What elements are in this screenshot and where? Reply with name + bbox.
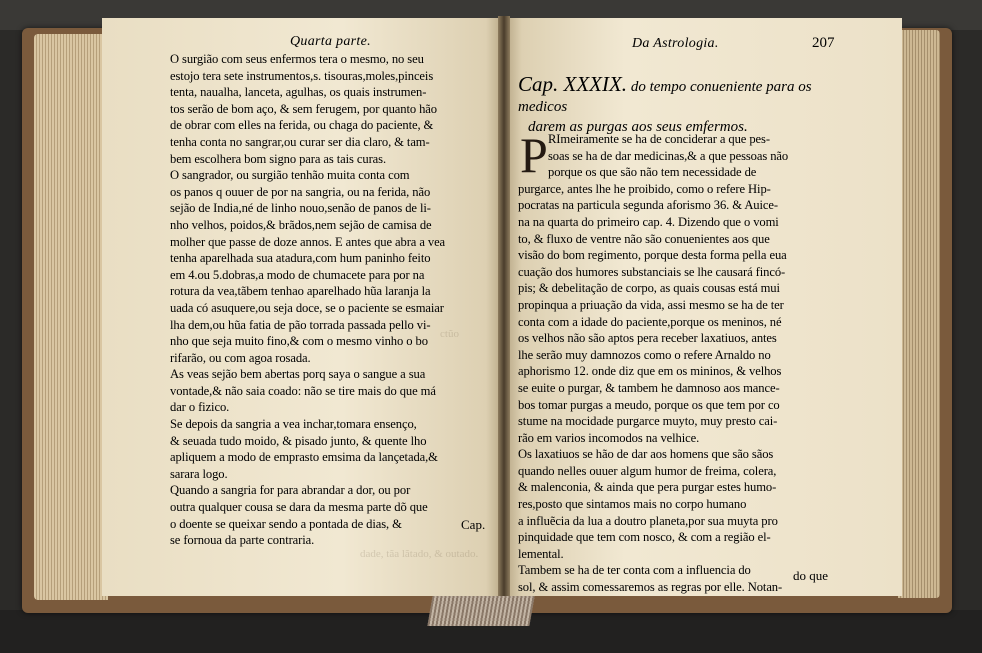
text-line: As veas sejão bem abertas porq saya o sangue a sua <box>170 367 426 382</box>
text-line: nho velhos, poidos,& brãdos,nem sejão de camisa de <box>170 217 432 232</box>
text-line: tenta, naualha, lanceta, agulhas, os quais instrumen- <box>170 85 427 100</box>
text-line: o doente se queixar sendo a pontada de dias, & <box>170 516 402 531</box>
text-line: Quando a sangria for para abrandar a dor, ou por <box>170 483 411 498</box>
text-line: purgarce, antes lhe he proibido, como o refere Hip- <box>518 181 771 196</box>
page-edges-left <box>34 34 108 600</box>
text-line: dar o fizico. <box>170 400 230 415</box>
text-line: sol, & assim comessaremos as regras por elle. Notan- <box>518 580 783 595</box>
left-running-header: Quarta parte. <box>290 34 371 49</box>
text-line: & seuada tudo moido, & pisado junto, & quente lho <box>170 433 427 448</box>
text-line: pocratas na particula segunda aforismo 36. & Auice- <box>518 198 778 213</box>
chapter-number: Cap. XXXIX. <box>518 72 628 96</box>
text-line: a influẽcia da lua a doutro planeta,por sua muyta pro <box>518 513 778 528</box>
text-line: sejão de India,né de linho nouo,senão de panos de li- <box>170 201 431 216</box>
text-line: os velhos não são aptos pera receber laxatiuos, antes <box>518 331 777 346</box>
text-line: uada có asuquere,ou seja doce, se o paciente se esmaiar <box>170 300 444 315</box>
text-line: O surgião com seus enfermos tera o mesmo, no seu <box>170 52 424 66</box>
text-line: to, & fluxo de ventre não são conuenientes aos que <box>518 231 770 246</box>
text-line: visão do bom regimento, porque desta forma pella eua <box>518 248 787 263</box>
book-gutter <box>498 16 510 598</box>
text-line: bem escolhera bom signo para as tais curas. <box>170 151 387 166</box>
text-line: & malenconia, & ainda que pera purgar estes humo- <box>518 480 777 495</box>
text-line: lhe serão muy damnozos como o refere Arnaldo no <box>518 347 771 362</box>
text-line: aphorismo 12. onde diz que em os mininos, & velhos <box>518 364 782 379</box>
text-line: cuação dos humores substanciais se lhe causará fincó- <box>518 264 786 279</box>
text-line: res,posto que sintamos mais no corpo humano <box>518 497 747 512</box>
right-running-header: Da Astrologia. <box>632 36 719 51</box>
text-line: molher que passe de doze annos. E antes que abra a vea <box>170 234 446 249</box>
text-line: os panos q ouuer de por na sangria, ou na ferida, não <box>170 184 431 199</box>
chapter-heading <box>518 74 848 137</box>
text-line: tenha aparelhada sua atadura,com hum paninho feito <box>170 251 431 266</box>
text-line: propinqua a priuação da vida, assi mesmo se ha de ter <box>518 297 784 312</box>
text-line: pinquidade que tem com nosco, & com a região el- <box>518 530 771 545</box>
text-line: stume na mocidade purgarce muyto, muy presto cai- <box>518 414 778 429</box>
text-line: de obrar com elles na ferida, ou chaga do paciente, & <box>170 118 434 133</box>
text-line: porque os que são não tem necessidade de <box>548 165 757 180</box>
page-edges-right <box>898 30 940 598</box>
text-line: Se depois da sangria a vea inchar,tomara ensenço, <box>170 417 417 432</box>
chapter-title-line-1: do tempo conueniente para os medicos <box>518 79 812 115</box>
text-line: Os laxatiuos se hão de dar aos homens que são sãos <box>518 447 774 462</box>
text-line: bos tomar purgas a meudo, porque os que tem por co <box>518 397 780 412</box>
text-line: se fornoua da parte contraria. <box>170 533 315 548</box>
text-line: O sangrador, ou surgião tenhão muita conta com <box>170 168 410 183</box>
text-line: rotura da vea,tãbem tenhao aparelhado hũa laranja la <box>170 284 431 299</box>
bleed-through: dade, tãa lãtado, & outado. <box>360 548 479 560</box>
chapter-title-line-2: darem as purgas aos seus emfermos. <box>528 119 748 135</box>
text-line: estojo tera sete instrumentos,s. tisouras,moles,pinceis <box>170 68 434 83</box>
text-line: RImeiramente se ha de conciderar a que pes- <box>548 132 770 146</box>
text-line: rifarão, ou com agoa rosada. <box>170 350 311 365</box>
text-line: apliquem a modo de emprasto emsima da lançetada,& <box>170 450 438 465</box>
page-number: 207 <box>812 35 835 51</box>
text-line: tenha conta no sangrar,ou curar ser dia claro, & tam- <box>170 134 430 149</box>
text-line: outra qualquer cousa se dara da mesma parte dõ que <box>170 500 428 515</box>
text-line: lha dem,ou hũa fatia de pão torrada passada pello vi- <box>170 317 431 332</box>
text-line: tos serão de bom aço, & sem ferugem, por quanto hão <box>170 101 437 116</box>
text-line: soas se ha de dar medicinas,& a que pessoas não <box>548 148 789 163</box>
text-line: lemental. <box>518 546 564 561</box>
text-line: conta com a idade do paciente,porque os meninos, né <box>518 314 782 329</box>
text-line: sarara logo. <box>170 466 228 481</box>
text-line: nho que seja muito fino,& com o mesmo vinho o bo <box>170 334 428 349</box>
text-line: se euite o purgar, & tambem he damnoso aos mance- <box>518 380 780 395</box>
left-catchword: Cap. <box>461 517 486 532</box>
text-line: Tambem se ha de ter conta com a influencia do <box>518 563 751 578</box>
text-line: rão em varios incomodos na velhice. <box>518 430 700 445</box>
bookmark-ribbon <box>427 596 534 626</box>
text-line: em 4.ou 5.dobras,a modo de chumacete para por na <box>170 267 425 282</box>
text-line: quando nelles ouuer algum humor de freima, colera, <box>518 463 777 478</box>
text-line: pis; & debelitação de corpo, as quais cousas está mui <box>518 281 780 296</box>
right-catchword: do que <box>793 568 829 583</box>
text-line: vontade,& não saia coado: não se tire mais do que má <box>170 383 436 398</box>
drop-cap: P <box>520 127 548 183</box>
left-text-block <box>170 51 494 549</box>
bleed-through: ctũo <box>440 328 459 340</box>
text-line: na na quarta do primeiro cap. 4. Dizendo que o vomi <box>518 214 779 229</box>
